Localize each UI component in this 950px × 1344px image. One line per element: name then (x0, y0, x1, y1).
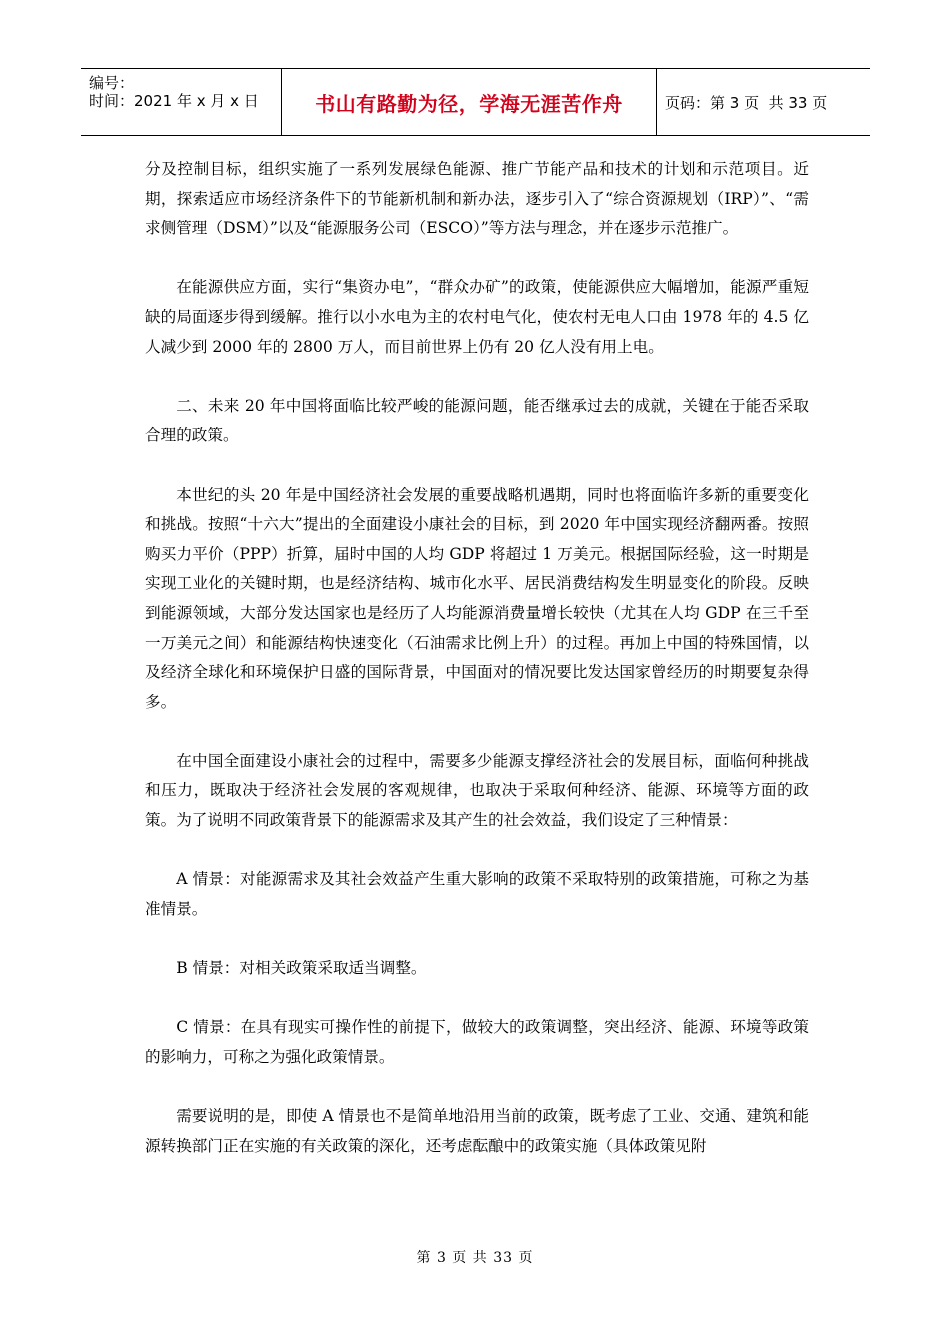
scenario-b-paragraph: B 情景：对相关政策采取适当调整。 (176, 959, 427, 978)
body-paragraph: 需要说明的是，即使 A 情景也不是简单地沿用当前的政策，既考虑了工业、交通、建筑和能源转换部门正在实施的有关政策的深化，还考虑酝酿中的政策实施（具体政策见附 (145, 1107, 809, 1155)
section-heading: 二、未来 20 年中国将面临比较严峻的能源问题，能否继承过去的成就，关键在于能否采取合理的政策。 (145, 396, 809, 445)
header-page-number: 页码：第 3 页 共 33 页 (665, 93, 828, 112)
document-body (145, 155, 809, 1191)
body-paragraph: 本世纪的头 20 年是中国经济社会发展的重要战略机遇期，同时也将面临许多新的重要变化和挑战。按照“十六大”提出的全面建设小康社会的目标，到 2020 年中国实现经济翻两番。按照购买力平价（PPP）折算，届时中国的人均 GDP 将超过 1 万美元。根据国际经验，这一时期是实现工业化的关键时期，也是经济结构、城市化水平、居民消费结构发生明显变化的阶段。反映到能源领域，大部分发达国家也是经历了人均能源消费量增长较快（尤其在人均 GDP 在三千至一万美元之间）和能源结构快速变化（石油需求比例上升）的过程。再加上中国的特殊国情，以及经济全球化和环境保护日盛的国际背景，中国面对的情况要比发达国家曾经历的时期要复杂得多。 (145, 485, 809, 711)
header-page-info (657, 69, 870, 135)
body-paragraph: 在中国全面建设小康社会的过程中，需要多少能源支撑经济社会的发展目标，面临何种挑战和压力，既取决于经济社会发展的客观规律，也取决于采取何种经济、能源、环境等方面的政策。为了说明不同政策背景下的能源需求及其产生的社会效益，我们设定了三种情景： (145, 751, 809, 830)
scenario-c-paragraph: C 情景：在具有现实可操作性的前提下，做较大的政策调整，突出经济、能源、环境等政策的影响力，可称之为强化政策情景。 (145, 1018, 809, 1066)
header-motto: 书山有路勤为径，学海无涯苦作舟 (282, 69, 657, 135)
document-date-label: 时间：2021 年 x 月 x 日 (89, 92, 259, 110)
document-header (81, 68, 870, 136)
header-meta (81, 69, 282, 135)
body-paragraph: 在能源供应方面，实行“集资办电”，“群众办矿”的政策，使能源供应大幅增加，能源严重短缺的局面逐步得到缓解。推行以小水电为主的农村电气化，使农村无电人口由 1978 年的 4.5 亿人减少到 2000 年的 2800 万人，而目前世界上仍有 20 亿人没有用上电。 (145, 278, 809, 356)
document-number-label: 编号： (89, 74, 135, 92)
page-footer: 第 3 页 共 33 页 (416, 1250, 534, 1266)
scenario-a-paragraph: A 情景：对能源需求及其社会效益产生重大影响的政策不采取特别的政策措施，可称之为基准情景。 (145, 870, 809, 918)
body-paragraph: 分及控制目标，组织实施了一系列发展绿色能源、推广节能产品和技术的计划和示范项目。近期，探索适应市场经济条件下的节能新机制和新办法，逐步引入了“综合资源规划（IRP）”、“需求侧管理（DSM）”以及“能源服务公司（ESCO）”等方法与理念，并在逐步示范推广。 (145, 160, 809, 238)
